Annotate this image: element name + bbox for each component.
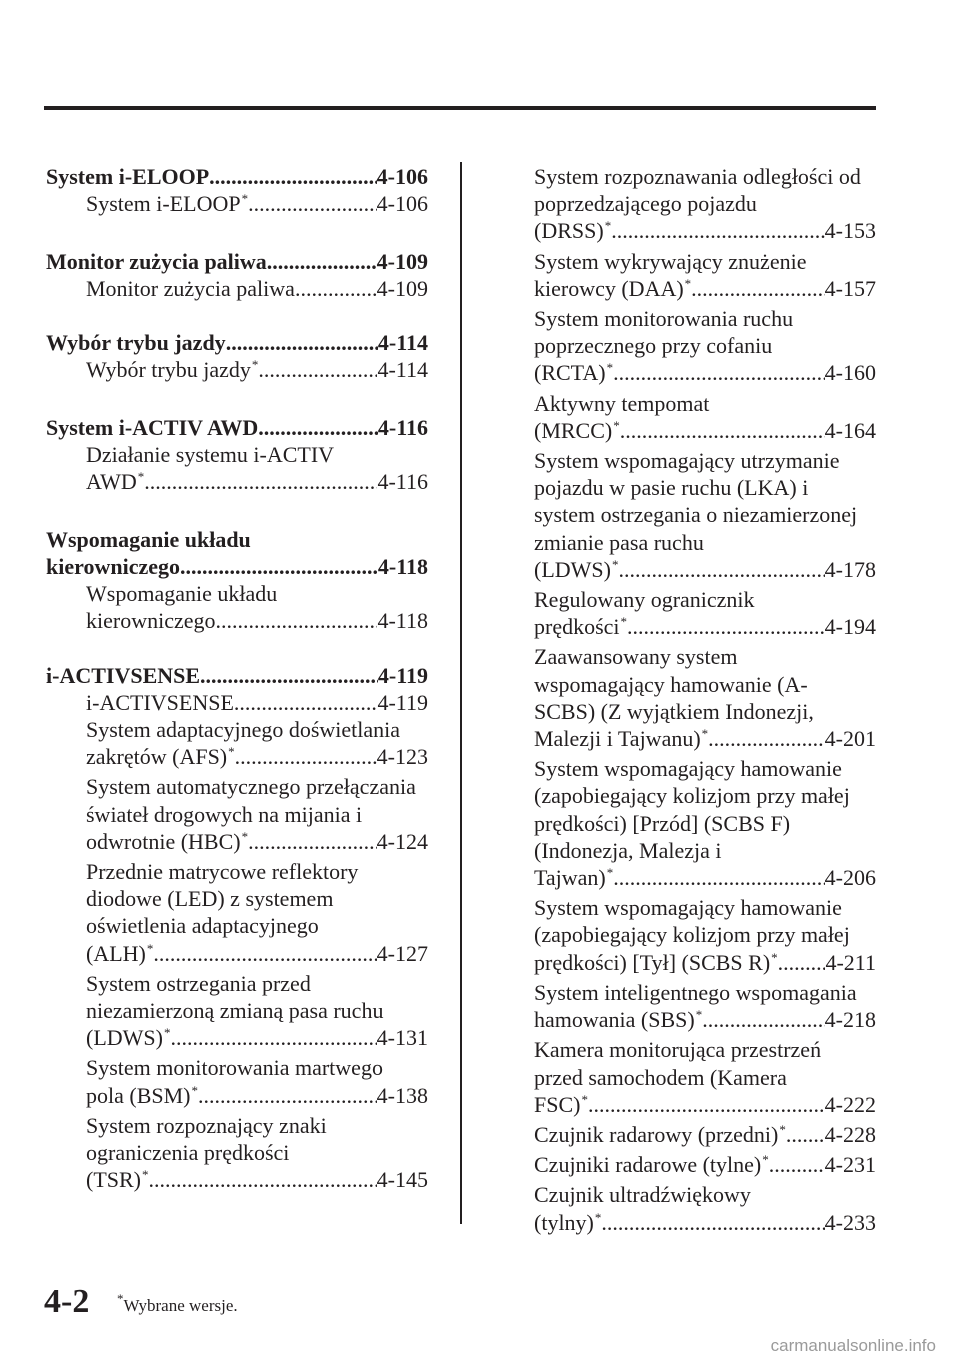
toc-entry [534,305,876,390]
page-ref: 4-153 [824,218,876,244]
entry-line: Przednie matrycowe reflektory [86,859,359,884]
entry-line: (Indonezja, Malezja i [534,837,722,863]
entry-last-line [534,864,876,894]
entry-label: Monitor zużycia paliwa [46,248,267,274]
page-ref: 4-160 [824,360,876,386]
entry-line: diodowe (LED) z systemem [86,886,334,912]
entry-line: prędkości) [Przód] (SCBS F) [534,810,791,836]
dot-leader [149,1166,377,1193]
entry-label: (LDWS) [86,1025,163,1051]
asterisk-mark: * [594,1209,602,1225]
dot-leader [769,1151,825,1178]
entry-label: kierowcy (DAA) [534,275,684,301]
toc-right-column [534,163,876,1239]
entry-last-line [46,248,428,275]
section-title [46,414,428,441]
column-divider [460,162,462,1224]
asterisk-mark: * [241,191,249,207]
page-ref: 4-106 [376,191,428,217]
toc-section [46,414,428,499]
entry-last-line [534,613,876,643]
toc-entry [46,1112,428,1197]
dot-leader [601,1209,824,1236]
entry-last-line [534,417,876,447]
entry-last-line [86,1166,428,1196]
toc-entry [46,190,428,220]
entry-line: oświetlenia adaptacyjnego [86,913,319,939]
entry-last-line [534,275,876,305]
entry-label: Czujniki radarowe (tylne) [534,1152,762,1178]
entry-last-line [86,743,428,773]
entry-label: (MRCC) [534,417,613,443]
section-title [46,248,428,275]
dot-leader [627,613,825,640]
page-ref: 4-116 [377,469,428,495]
entry-line: System adaptacyjnego doświetlania [86,716,401,742]
entry-label: Czujnik radarowy (przedni) [534,1121,779,1147]
dot-leader [235,743,377,770]
entry-last-line [86,940,428,970]
entry-label: Wybór trybu jazdy [86,357,251,383]
dot-leader [216,607,378,634]
entry-label: kierowniczego [46,553,181,579]
dot-leader [200,662,378,689]
toc-entry [534,1181,876,1238]
entry-line: Zaawansowany system [534,644,738,670]
dot-leader [620,417,825,444]
toc-entry [534,390,876,447]
dot-leader [618,556,824,583]
asterisk-mark: * [695,1007,703,1023]
entry-label: (TSR) [86,1167,141,1193]
entry-last-line [86,275,428,302]
dot-leader [258,356,377,383]
toc-entry [534,1121,876,1151]
asterisk-mark: * [251,357,259,373]
entry-last-line [86,190,428,220]
page-ref: 4-178 [824,556,876,582]
asterisk-mark: * [604,218,612,234]
dot-leader [786,1121,825,1148]
page-ref: 4-116 [377,414,428,440]
toc-entry [534,1036,876,1121]
entry-label: i-ACTIVSENSE [46,662,201,688]
watermark: carmanualsonline.info [770,1336,936,1355]
entry-line: Aktywny tempomat [534,390,710,416]
section-title [46,329,428,356]
toc-entry [46,689,428,716]
entry-last-line [534,1151,876,1181]
dot-leader [702,1006,824,1033]
entry-line: System wspomagający hamowanie [534,756,842,782]
entry-label: Malezji i Tajwanu) [534,726,701,752]
entry-line: System wykrywający znużenie [534,248,807,274]
entry-last-line [534,1121,876,1151]
entry-line: System rozpoznający znaki [86,1112,327,1138]
entry-line: niezamierzoną zmianą pasa ruchu [86,998,384,1024]
entry-last-line [534,1006,876,1036]
page-ref: 4-211 [825,949,876,975]
dot-leader [588,1091,825,1118]
entry-label: Monitor zużycia paliwa [86,275,295,301]
entry-last-line [46,329,428,356]
entry-last-line [86,828,428,858]
page-ref: 4-131 [376,1025,428,1051]
page-ref: 4-114 [377,330,428,356]
page-ref: 4-109 [376,275,428,301]
toc-section [46,526,428,635]
asterisk-mark: * [620,614,628,630]
dot-leader [248,190,377,217]
dot-leader [613,864,824,891]
dot-leader [611,217,824,244]
page-ref: 4-124 [376,828,428,854]
dot-leader [258,414,378,441]
entry-label: kierowniczego [86,608,216,634]
dot-leader [170,1024,376,1051]
dot-leader [226,329,378,356]
page-ref: 4-201 [824,726,876,752]
toc-entry [46,1054,428,1111]
dot-leader [248,828,377,855]
asterisk-mark: * [581,1091,588,1107]
entry-last-line [534,1091,876,1121]
page-ref: 4-114 [377,357,428,383]
toc-entry [534,447,876,586]
toc-left-column [46,163,428,1224]
section-title [46,662,428,689]
asterisk-mark: * [241,828,249,844]
page-ref: 4-206 [824,865,876,891]
page-ref: 4-118 [377,608,428,634]
entry-label: odwrotnie (HBC) [86,828,241,854]
page-ref: 4-228 [824,1121,876,1147]
entry-line: świateł drogowych na mijania i [86,801,363,827]
toc-entry [46,970,428,1055]
asterisk-mark: * [762,1152,769,1168]
entry-label: FSC) [534,1091,581,1117]
asterisk-mark: * [228,744,235,760]
entry-line: Czujnik ultradźwiękowy [534,1182,751,1208]
entry-last-line [534,556,876,586]
page-ref: 4-164 [824,417,876,443]
entry-last-line [86,607,428,634]
asterisk-mark: * [611,556,619,572]
toc-section [46,163,428,220]
dot-leader [198,1082,377,1109]
entry-label: AWD [86,469,137,495]
page-ref: 4-119 [377,662,428,688]
asterisk-mark: * [684,275,692,291]
entry-last-line [46,662,428,689]
dot-leader [613,359,825,386]
toc-entry [46,858,428,970]
toc-entry [534,248,876,305]
page-ref: 4-123 [376,744,428,770]
entry-last-line [86,356,428,386]
entry-line: pojazdu w pasie ruchu (LKA) i [534,475,809,501]
dot-leader [180,553,378,580]
page-number: 4-2 [44,1283,90,1320]
entry-label: (DRSS) [534,218,604,244]
page-ref: 4-231 [824,1152,876,1178]
entry-line: Kamera monitorująca przestrzeń [534,1037,822,1063]
dot-leader [267,248,377,275]
entry-label: Tajwan) [534,865,606,891]
entry-line: zmianie pasa ruchu [534,529,704,555]
entry-line: poprzecznego przy cofaniu [534,333,773,359]
entry-label: pola (BSM) [86,1082,191,1108]
entry-label: zakrętów (AFS) [86,744,228,770]
entry-last-line [534,1209,876,1239]
entry-line: system ostrzegania o niezamierzonej [534,502,858,528]
toc-section [46,248,428,302]
page-ref: 4-138 [376,1082,428,1108]
entry-line: System wspomagający hamowanie [534,895,842,921]
page-ref: 4-145 [376,1167,428,1193]
page-ref: 4-119 [377,689,428,715]
entry-last-line [86,468,428,498]
asterisk-mark: * [701,726,709,742]
toc-entry [46,356,428,386]
toc-section [46,662,428,1197]
entry-last-line [46,553,428,580]
footnote-text: Wybrane wersje. [123,1296,238,1315]
toc-entry [46,773,428,858]
entry-last-line [86,1024,428,1054]
page-ref: 4-233 [824,1209,876,1235]
entry-line: System wspomagający utrzymanie [534,448,840,474]
page-ref: 4-194 [824,614,876,640]
dot-leader [153,940,376,967]
dot-leader [295,275,377,302]
footnote-star: * [117,1291,124,1306]
entry-line: (zapobiegający kolizjom przy małej [534,783,850,809]
entry-last-line [46,414,428,441]
page-ref: 4-157 [824,275,876,301]
entry-line: Wspomaganie układu [46,526,251,552]
entry-line: System rozpoznawania odległości od [534,164,861,189]
entry-label: (ALH) [86,940,146,966]
entry-last-line [86,1082,428,1112]
toc-entry [46,580,428,634]
asterisk-mark: * [142,1167,149,1183]
entry-label: Wybór trybu jazdy [46,330,226,356]
toc-entry [534,755,876,894]
toc-entry [534,586,876,643]
entry-line: System automatycznego przełączania [86,774,416,800]
entry-label: prędkości [534,614,620,640]
dot-leader [708,725,825,752]
entry-line: System inteligentnego wspomagania [534,979,857,1005]
asterisk-mark: * [606,865,614,881]
toc-entry [534,643,876,755]
entry-line: Działanie systemu i-ACTIV [86,441,335,467]
entry-label: System i-ELOOP [46,164,210,189]
entry-line: System monitorowania ruchu [534,306,794,332]
entry-label: System i-ACTIV AWD [46,414,259,440]
entry-line: (zapobiegający kolizjom przy małej [534,922,850,948]
asterisk-mark: * [163,1025,171,1041]
entry-last-line [534,217,876,247]
toc-entry [46,716,428,773]
entry-last-line [534,725,876,755]
dot-leader [144,468,377,495]
page-ref: 4-127 [376,940,428,966]
section-title [46,163,428,190]
asterisk-mark: * [779,1121,786,1137]
entry-label: i-ACTIVSENSE [86,689,234,715]
entry-line: SCBS) (Z wyjątkiem Indonezji, [534,698,814,724]
page-ref: 4-118 [377,553,428,579]
footnote [116,1291,238,1316]
entry-line: wspomagający hamowanie (A- [534,671,808,697]
top-rule [44,106,876,110]
toc-entry [534,979,876,1036]
dot-leader [778,949,826,976]
asterisk-mark: * [191,1082,198,1098]
page-ref: 4-222 [824,1091,876,1117]
toc-entry [46,441,428,498]
toc-entry [534,1151,876,1181]
page-ref: 4-109 [376,248,428,274]
toc-section [46,329,428,386]
page-ref: 4-106 [376,164,428,189]
dot-leader [209,163,377,190]
entry-label: (tylny) [534,1209,594,1235]
entry-label: hamowania (SBS) [534,1007,695,1033]
entry-label: prędkości) [Tył] (SCBS R) [534,949,771,975]
page-ref: 4-218 [824,1007,876,1033]
asterisk-mark: * [771,949,778,965]
entry-line: ograniczenia prędkości [86,1140,290,1166]
dot-leader [691,275,825,302]
entry-line: System monitorowania martwego [86,1055,383,1081]
entry-label: (RCTA) [534,360,606,386]
section-title [46,526,428,580]
toc-entry [534,163,876,248]
asterisk-mark: * [146,940,154,956]
entry-line: Wspomaganie układu [86,580,278,606]
toc-entry [534,894,876,979]
asterisk-mark: * [613,417,620,433]
toc-entry [46,275,428,302]
entry-last-line [534,359,876,389]
entry-last-line [46,163,428,190]
dot-leader [234,689,378,716]
entry-label: System i-ELOOP [86,191,241,217]
entry-last-line [534,949,876,979]
entry-line: przed samochodem (Kamera [534,1064,787,1090]
entry-line: System ostrzegania przed [86,970,311,996]
asterisk-mark: * [137,469,145,485]
entry-label: (LDWS) [534,556,611,582]
asterisk-mark: * [606,360,614,376]
entry-line: Regulowany ogranicznik [534,587,755,613]
entry-last-line [86,689,428,716]
entry-line: poprzedzającego pojazdu [534,191,757,217]
